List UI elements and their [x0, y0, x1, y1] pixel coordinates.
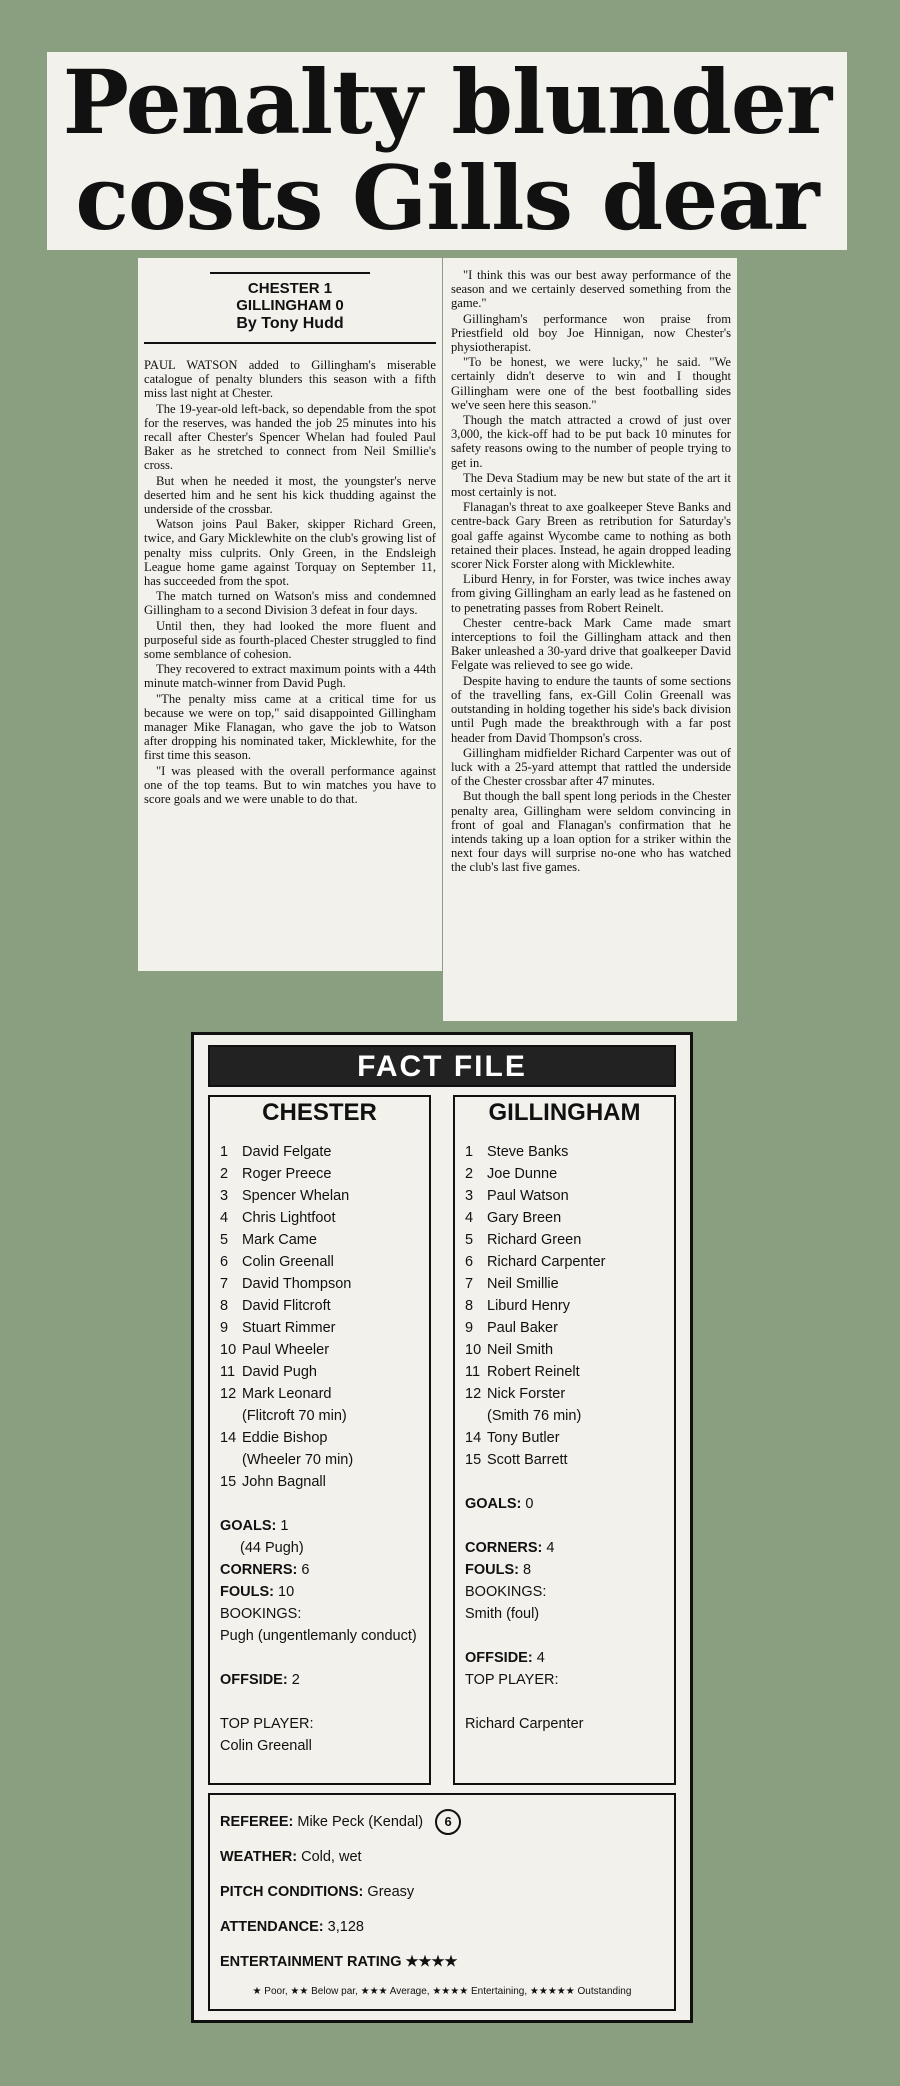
player-name: Paul Wheeler	[242, 1342, 330, 1358]
player-name: Eddie Bishop	[242, 1430, 328, 1446]
fact-file-title: FACT FILE	[208, 1045, 676, 1087]
substitution-note: (Smith 76 min)	[487, 1408, 582, 1424]
player-item	[220, 1427, 419, 1449]
player-name: Robert Reinelt	[487, 1364, 580, 1380]
article-paragraph: Gillingham's performance won praise from Priestfield old boy Joe Hinnigan, now Chester's physiotherapist.	[451, 311, 731, 355]
score-gillingham: GILLINGHAM 0	[236, 297, 344, 314]
player-number: 9	[465, 1320, 474, 1336]
player-item	[465, 1339, 664, 1361]
article-paragraph: Despite having to endure the taunts of some sections of the travelling fans, ex-Gill Colin Greenall was outstanding in holding together his side's back division until Pugh made the breakthrough with a far post header from David Thompson's cross.	[451, 673, 731, 745]
player-name: Colin Greenall	[242, 1254, 334, 1270]
player-number: 15	[220, 1474, 237, 1490]
player-number: 6	[465, 1254, 474, 1270]
player-number: 2	[220, 1166, 229, 1182]
player-number: 2	[465, 1166, 474, 1182]
bookings-label: BOOKINGS:	[465, 1584, 547, 1600]
player-number: 1	[465, 1144, 474, 1160]
offside-stat: OFFSIDE: 4	[465, 1650, 545, 1666]
player-item	[465, 1427, 664, 1449]
player-number: 4	[465, 1210, 474, 1226]
bookings-value: Pugh (ungentlemanly conduct)	[220, 1628, 417, 1644]
player-name: David Felgate	[242, 1144, 332, 1160]
player-number: 1	[220, 1144, 229, 1160]
player-item	[220, 1207, 419, 1229]
player-list	[220, 1141, 419, 1493]
fouls-stat: FOULS: 10	[220, 1584, 295, 1600]
player-item	[220, 1295, 419, 1317]
player-name: David Pugh	[242, 1364, 317, 1380]
player-item	[220, 1185, 419, 1207]
team-name: CHESTER	[262, 1099, 377, 1126]
player-name: David Thompson	[242, 1276, 352, 1292]
player-number: 14	[220, 1430, 237, 1446]
player-item	[465, 1449, 664, 1471]
player-name: Gary Breen	[487, 1210, 562, 1226]
player-name: Joe Dunne	[487, 1166, 558, 1182]
player-item	[465, 1229, 664, 1251]
article-paragraph: But though the ball spent long periods in the Chester penalty area, Gillingham were seldom convincing in front of goal and Flanagan's confirmation that he intends taking up a loan option for a striker within the next four days will surprise no-one who has watched the club's last five games.	[451, 789, 731, 875]
byline-rule	[210, 272, 370, 274]
article-paragraph: "I think this was our best away performance of the season and we certainly deserved something from the game."	[451, 268, 731, 311]
player-number: 14	[465, 1430, 482, 1446]
article-paragraph: The match turned on Watson's miss and condemned Gillingham to a second Division 3 defeat in four days.	[144, 589, 436, 618]
fouls-stat: FOULS: 8	[465, 1562, 532, 1578]
bookings-label: BOOKINGS:	[220, 1606, 302, 1622]
player-item	[465, 1383, 664, 1405]
player-number: 3	[465, 1188, 474, 1204]
player-name: Paul Baker	[487, 1320, 558, 1336]
article-body-2	[451, 268, 731, 875]
goals-detail: (44 Pugh)	[240, 1540, 304, 1556]
player-name: Richard Green	[487, 1232, 582, 1248]
player-item	[220, 1141, 419, 1163]
article-paragraph: Until then, they had looked the more fluent and purposeful side as fourth-placed Chester struggled to find some semblance of cohesion.	[144, 618, 436, 662]
referee-row: REFEREE: Mike Peck (Kendal) 6	[220, 1805, 664, 1840]
top-player-value: Richard Carpenter	[465, 1716, 584, 1732]
corners-stat: CORNERS: 4	[465, 1540, 555, 1556]
top-player-value: Colin Greenall	[220, 1738, 312, 1754]
headline	[47, 52, 847, 250]
article-body-1	[144, 358, 436, 806]
player-number: 3	[220, 1188, 229, 1204]
player-number: 5	[465, 1232, 474, 1248]
player-item	[220, 1383, 419, 1405]
player-item	[220, 1471, 419, 1493]
player-number: 7	[220, 1276, 229, 1292]
player-item	[220, 1251, 419, 1273]
article-paragraph: "The penalty miss came at a critical time for us because we were on top," said disappointed Gillingham manager Mike Flanagan, who gave the job to Watson after dropping his nominated taker, Micklewhite, for the first time this season.	[144, 691, 436, 763]
player-name: Paul Watson	[487, 1188, 569, 1204]
entertainment-row: ENTERTAINMENT RATING ★★★★	[220, 1954, 458, 1970]
article-paragraph: The Deva Stadium may be new but state of the art it most certainly is not.	[451, 470, 731, 500]
player-number: 4	[220, 1210, 229, 1226]
article-paragraph: Chester centre-back Mark Came made smart interceptions to foil the Gillingham attack and then Baker unleashed a 30-yard drive that goalkeeper David Felgate was relieved to see go wide.	[451, 615, 731, 673]
player-item	[220, 1317, 419, 1339]
player-number: 6	[220, 1254, 229, 1270]
rating-stars: ★★★★	[405, 1954, 458, 1970]
byline	[144, 272, 436, 344]
referee-rating-badge: 6	[435, 1809, 461, 1835]
match-info	[208, 1793, 676, 2011]
team-chester	[208, 1095, 431, 1785]
player-item	[465, 1207, 664, 1229]
player-number: 8	[220, 1298, 229, 1314]
pitch-row: PITCH CONDITIONS: Greasy	[220, 1884, 415, 1900]
player-name: Roger Preece	[242, 1166, 332, 1182]
offside-stat: OFFSIDE: 2	[220, 1672, 300, 1688]
player-name: Richard Carpenter	[487, 1254, 606, 1270]
player-item	[465, 1185, 664, 1207]
article-paragraph: But when he needed it most, the youngster's nerve deserted him and he sent his kick thudding against the underside of the crossbar.	[144, 473, 436, 517]
player-number: 10	[220, 1342, 237, 1358]
player-name: Stuart Rimmer	[242, 1320, 336, 1336]
player-number: 11	[220, 1364, 236, 1380]
team-name: GILLINGHAM	[488, 1099, 641, 1126]
fact-file	[191, 1032, 693, 2023]
player-number: 8	[465, 1298, 474, 1314]
article-paragraph: "To be honest, we were lucky," he said. "We certainly didn't deserve to win and I thought Gillingham were one of the best footballing sides we've seen here this season."	[451, 355, 731, 412]
team-columns	[208, 1095, 676, 1785]
attendance-row: ATTENDANCE: 3,128	[220, 1919, 364, 1935]
player-item	[465, 1163, 664, 1185]
player-item	[220, 1163, 419, 1185]
player-item	[220, 1361, 419, 1383]
player-name: Tony Butler	[487, 1430, 560, 1446]
author: By Tony Hudd	[236, 315, 344, 332]
article-paragraph: "I was pleased with the overall performance against one of the top teams. But to win matches you have to score goals and we were unable to do that.	[144, 763, 436, 807]
player-item	[465, 1317, 664, 1339]
article-paragraph: The 19-year-old left-back, so dependable from the spot for the reserves, was handed the job 25 minutes into his recall after Chester's Spencer Whelan had fouled Paul Baker as he stretched to connect from Neil Smillie's cross.	[144, 401, 436, 473]
article-column-1	[138, 258, 442, 971]
headline-line-2: costs Gills dear	[75, 146, 819, 250]
score-chester: CHESTER 1	[247, 280, 333, 297]
player-name: Mark Came	[242, 1232, 317, 1248]
player-item	[220, 1229, 419, 1251]
player-item	[465, 1273, 664, 1295]
player-number: 5	[220, 1232, 229, 1248]
player-name: Scott Barrett	[487, 1452, 568, 1468]
player-item	[220, 1273, 419, 1295]
player-item	[465, 1361, 664, 1383]
player-number: 10	[465, 1342, 482, 1358]
player-number: 7	[465, 1276, 474, 1292]
corners-stat: CORNERS: 6	[220, 1562, 310, 1578]
byline-rule-bottom	[144, 342, 436, 344]
player-number: 12	[220, 1386, 237, 1402]
player-name: Chris Lightfoot	[242, 1210, 336, 1226]
player-name: Mark Leonard	[242, 1386, 332, 1402]
top-player-label: TOP PLAYER:	[465, 1672, 559, 1688]
player-number: 9	[220, 1320, 229, 1336]
player-number: 15	[465, 1452, 482, 1468]
player-name: Liburd Henry	[487, 1298, 571, 1314]
player-item	[465, 1251, 664, 1273]
player-name: Neil Smith	[487, 1342, 554, 1358]
article-paragraph: PAUL WATSON added to Gillingham's miserable catalogue of penalty blunders this season with a fifth miss last night at Chester.	[144, 358, 436, 401]
article-paragraph: They recovered to extract maximum points with a 44th minute match-winner from David Pugh.	[144, 662, 436, 691]
player-item	[220, 1339, 419, 1361]
player-list	[465, 1141, 664, 1471]
player-name: Nick Forster	[487, 1386, 566, 1402]
player-name: Spencer Whelan	[242, 1188, 350, 1204]
player-number: 11	[465, 1364, 481, 1380]
article-paragraph: Watson joins Paul Baker, skipper Richard Green, twice, and Gary Micklewhite on the club's growing list of penalty miss culprits. Only Green, in the Endsleigh League home game against Torquay on September 11, has succeeded from the spot.	[144, 517, 436, 589]
article-paragraph: Though the match attracted a crowd of just over 3,000, the kick-off had to be put back 10 minutes for safety reasons owing to the number of people trying to get in.	[451, 413, 731, 470]
rating-legend: ★ Poor, ★★ Below par, ★★★ Average, ★★★★ Entertaining, ★★★★★ Outstanding	[252, 1986, 632, 1997]
player-name: Neil Smillie	[487, 1276, 559, 1292]
article-paragraph: Gillingham midfielder Richard Carpenter was out of luck with a 25-yard attempt that rattled the underside of the Chester crossbar after 47 minutes.	[451, 745, 731, 789]
goals-stat: GOALS: 0	[465, 1496, 534, 1512]
goals-stat: GOALS: 1	[220, 1518, 289, 1534]
weather-row: WEATHER: Cold, wet	[220, 1849, 362, 1865]
player-item	[465, 1141, 664, 1163]
article-column-2	[443, 258, 737, 1021]
headline-line-1: Penalty blunder	[62, 50, 832, 154]
article-paragraph: Flanagan's threat to axe goalkeeper Steve Banks and centre-back Gary Breen as retribution for Saturday's goal gaffe against Wycombe came to nothing as both retained their places. Instead, he again dropped leading scorer Nick Forster along with Micklewhite.	[451, 500, 731, 572]
player-item	[465, 1295, 664, 1317]
substitution-note: (Flitcroft 70 min)	[242, 1408, 347, 1424]
player-name: David Flitcroft	[242, 1298, 331, 1314]
team-gillingham	[453, 1095, 676, 1785]
article-paragraph: Liburd Henry, in for Forster, was twice inches away from giving Gillingham an early lead as he fastened on to penetrating passes from Robert Reinelt.	[451, 572, 731, 615]
bookings-value: Smith (foul)	[465, 1606, 540, 1622]
player-number: 12	[465, 1386, 482, 1402]
player-name: Steve Banks	[487, 1144, 569, 1160]
substitution-note: (Wheeler 70 min)	[242, 1452, 354, 1468]
top-player-label: TOP PLAYER:	[220, 1716, 314, 1732]
player-name: John Bagnall	[242, 1474, 326, 1490]
